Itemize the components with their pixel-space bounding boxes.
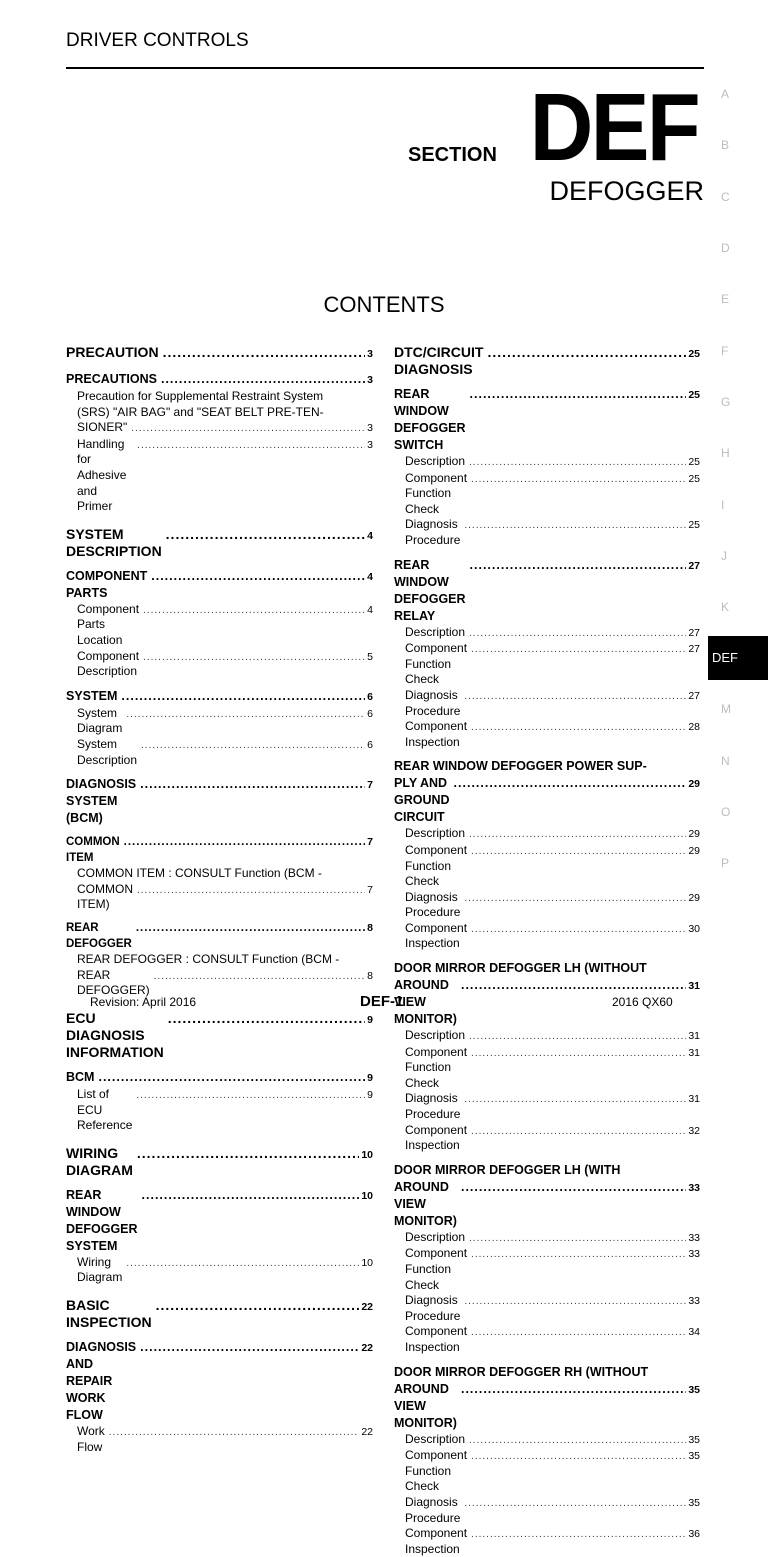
- toc-item[interactable]: [394, 719, 700, 750]
- dot-leader: [163, 344, 366, 361]
- dot-leader: [461, 977, 686, 994]
- toc-page-number: 29: [688, 844, 700, 857]
- toc-entry-text: DOOR MIRROR DEFOGGER LH (WITHOUT: [394, 961, 647, 976]
- dot-leader: [469, 455, 686, 471]
- toc-page-number: 36: [688, 1528, 700, 1541]
- toc-page-number: 32: [688, 1124, 700, 1137]
- dot-leader: [136, 1088, 365, 1104]
- dot-leader: [142, 1187, 360, 1204]
- toc-page-number: 3: [367, 438, 373, 451]
- toc-item[interactable]: [394, 1324, 700, 1355]
- dot-leader: [121, 688, 365, 705]
- toc-page-number: 9: [367, 1089, 373, 1102]
- toc-item[interactable]: [66, 737, 373, 768]
- toc-item[interactable]: [66, 1255, 373, 1286]
- dot-leader: [154, 969, 366, 985]
- toc-entry-text: WIRING DIAGRAM: [66, 1144, 133, 1178]
- dot-leader: [464, 891, 686, 907]
- dot-leader: [471, 642, 686, 658]
- toc-page-number: 35: [688, 1433, 700, 1446]
- toc-entry-text: REAR DEFOGGER: [66, 922, 132, 950]
- side-tab-m[interactable]: M: [721, 702, 731, 716]
- dot-leader: [161, 371, 365, 388]
- toc-entry-text: Component Inspection: [405, 1526, 468, 1556]
- toc-page-number: 29: [688, 778, 700, 791]
- toc-item[interactable]: [66, 437, 373, 515]
- dot-leader: [469, 1029, 686, 1045]
- side-tab-h[interactable]: H: [721, 446, 730, 460]
- toc-item[interactable]: [394, 454, 700, 471]
- toc-heading[interactable]: [66, 371, 373, 389]
- dot-leader: [464, 689, 686, 705]
- toc-page-number: 35: [688, 1383, 700, 1396]
- toc-entry-text: SYSTEM: [66, 688, 118, 703]
- dot-leader: [151, 568, 365, 585]
- toc-item[interactable]: [394, 1028, 700, 1045]
- side-tab-d[interactable]: D: [721, 241, 730, 255]
- dot-leader: [471, 922, 686, 938]
- toc-entry-text: PRECAUTIONS: [66, 372, 157, 386]
- dot-leader: [471, 1247, 686, 1263]
- dot-leader: [471, 1124, 686, 1140]
- toc-page-number: 25: [688, 456, 700, 468]
- toc-entry-text: List of ECU Reference: [77, 1087, 133, 1133]
- toc-item[interactable]: [394, 688, 700, 719]
- toc-item[interactable]: [394, 625, 700, 642]
- toc-page-number: 33: [688, 1248, 700, 1261]
- toc-entry-text: Precaution for Supplemental Restraint System: [77, 389, 324, 403]
- toc-entry-text: PLY AND GROUND CIRCUIT: [394, 776, 450, 825]
- toc-entry-text: Component Parts Location: [77, 601, 140, 647]
- toc-entry-text: PRECAUTION: [66, 344, 159, 360]
- toc-item[interactable]: [394, 826, 700, 843]
- side-tab-p[interactable]: P: [721, 856, 730, 870]
- toc-entry-text: Component Inspection: [405, 920, 468, 951]
- toc-item[interactable]: [394, 641, 700, 688]
- dot-leader: [137, 438, 365, 454]
- toc-entry-text: Description: [405, 1028, 466, 1043]
- toc-entry-text: Description: [405, 1431, 466, 1446]
- header-title: DRIVER CONTROLS: [66, 30, 249, 51]
- toc-page-number: 31: [688, 980, 700, 993]
- toc-item[interactable]: [394, 1091, 700, 1122]
- side-tab-j[interactable]: J: [721, 549, 727, 563]
- dot-leader: [469, 1231, 686, 1247]
- toc-page-number: 10: [361, 1189, 373, 1202]
- toc-heading[interactable]: [394, 557, 700, 625]
- toc-item[interactable]: [394, 471, 700, 518]
- toc-entry-text: Handling for Adhesive and Primer: [77, 436, 127, 514]
- toc-page-number: 8: [367, 922, 373, 935]
- toc-heading[interactable]: [394, 1162, 700, 1230]
- toc-entry-text: Diagnosis Procedure: [405, 1091, 461, 1122]
- toc-page-number: 8: [367, 969, 373, 982]
- toc-left-column: [66, 340, 373, 1455]
- dot-leader: [471, 1449, 686, 1465]
- toc-entry-text: Diagnosis Procedure: [405, 1293, 461, 1323]
- toc-entry-text: ECU DIAGNOSIS INFORMATION: [66, 1010, 164, 1061]
- toc-page-number: 33: [688, 1295, 700, 1308]
- side-tab-n[interactable]: N: [721, 754, 730, 768]
- toc-page-number: 4: [367, 529, 373, 542]
- toc-entry-text: REAR DEFOGGER): [77, 967, 150, 998]
- toc-page-number: 6: [367, 690, 373, 703]
- toc-entry-text: DIAGNOSIS SYSTEM (BCM): [66, 777, 137, 826]
- toc-entry-text: AROUND VIEW MONITOR): [394, 1179, 457, 1228]
- dot-leader: [469, 827, 686, 843]
- toc-entry-text: Component Function Check: [405, 842, 468, 889]
- toc-page-number: 22: [361, 1426, 373, 1438]
- dot-leader: [166, 526, 365, 543]
- dot-leader: [168, 1010, 365, 1027]
- side-tab-i[interactable]: I: [721, 498, 725, 512]
- toc-heading[interactable]: [66, 344, 373, 363]
- toc-item[interactable]: [394, 843, 700, 890]
- dot-leader: [461, 1179, 686, 1196]
- toc-page-number: 10: [361, 1148, 373, 1161]
- toc-entry-text: DOOR MIRROR DEFOGGER RH (WITHOUT: [394, 1364, 649, 1379]
- toc-item[interactable]: [394, 517, 700, 548]
- toc-item[interactable]: [394, 890, 700, 921]
- toc-heading[interactable]: [66, 1010, 373, 1061]
- section-label: SECTION: [408, 144, 497, 166]
- toc-heading[interactable]: [66, 1339, 373, 1424]
- toc-page-number: 6: [367, 707, 373, 720]
- toc-entry-text: Component Inspection: [405, 1324, 468, 1354]
- side-tab-b[interactable]: B: [721, 138, 730, 152]
- dot-leader: [124, 835, 365, 851]
- dot-leader: [464, 1092, 686, 1108]
- toc-entry-text: Component Function Check: [405, 470, 468, 516]
- toc-entry-text: Diagnosis Procedure: [405, 889, 461, 920]
- toc-entry-text: REAR WINDOW DEFOGGER SYSTEM: [66, 1187, 138, 1253]
- toc-page-number: 34: [688, 1326, 700, 1339]
- toc-entry-text: System Diagram: [77, 705, 123, 736]
- toc-item[interactable]: [394, 1432, 700, 1449]
- dot-leader: [471, 1046, 686, 1062]
- toc-heading[interactable]: [66, 835, 373, 866]
- toc-entry-text: Diagnosis Procedure: [405, 517, 461, 547]
- dot-leader: [471, 472, 686, 488]
- toc-item[interactable]: [394, 1246, 700, 1293]
- toc-entry-text: Component Function Check: [405, 1044, 468, 1090]
- dot-leader: [461, 1381, 686, 1398]
- toc-page-number: 30: [688, 922, 700, 935]
- toc-page-number: 27: [688, 643, 700, 656]
- toc-entry-text: Component Inspection: [405, 719, 468, 749]
- dot-leader: [470, 557, 687, 574]
- toc-entry-text: Description: [405, 1229, 466, 1244]
- toc-page-number: 9: [367, 1072, 373, 1085]
- toc-heading[interactable]: [394, 758, 700, 826]
- dot-leader: [140, 1339, 359, 1356]
- toc-page-number: 4: [367, 570, 373, 583]
- side-tab-k[interactable]: K: [721, 600, 730, 614]
- dot-leader: [136, 921, 365, 937]
- toc-entry-text: COMMON ITEM: [66, 836, 120, 864]
- side-tab-f[interactable]: F: [721, 344, 729, 358]
- dot-leader: [98, 1069, 365, 1086]
- toc-page-number: 31: [688, 1093, 700, 1106]
- toc-page-number: 31: [688, 1030, 700, 1043]
- side-tab-g[interactable]: G: [721, 395, 731, 409]
- dot-leader: [464, 1294, 686, 1310]
- dot-leader: [471, 1527, 686, 1543]
- toc-entry-text: REAR WINDOW DEFOGGER RELAY: [394, 557, 466, 623]
- dot-leader: [464, 518, 686, 534]
- toc-heading[interactable]: [394, 1364, 700, 1432]
- toc-entry-text: SYSTEM DESCRIPTION: [66, 525, 162, 559]
- toc-heading[interactable]: [66, 1145, 373, 1179]
- toc-page-number: 4: [367, 603, 373, 616]
- toc-entry-text: Component Description: [77, 648, 140, 679]
- toc-entry-text: Component Function Check: [405, 641, 468, 687]
- toc-page-number: 35: [688, 1450, 700, 1463]
- footer-revision: Revision: April 2016: [90, 995, 197, 1009]
- toc-item[interactable]: [66, 389, 373, 437]
- toc-page-number: 29: [688, 828, 700, 841]
- toc-entry-text: SIONER": [77, 420, 128, 435]
- dot-leader: [470, 386, 687, 403]
- toc-entry-text: COMMON ITEM): [77, 881, 133, 912]
- toc-entry-text: Wiring Diagram: [77, 1254, 123, 1285]
- dot-leader: [469, 626, 686, 642]
- toc-page-number: 7: [367, 883, 373, 896]
- toc-heading[interactable]: [66, 1069, 373, 1087]
- toc-right-column: [394, 340, 700, 1557]
- toc-entry-text: Description: [405, 826, 466, 841]
- toc-page-number: 33: [688, 1231, 700, 1244]
- toc-entry-text: Diagnosis Procedure: [405, 687, 461, 718]
- dot-leader: [487, 344, 686, 361]
- dot-leader: [131, 421, 365, 437]
- toc-entry-text: REAR WINDOW DEFOGGER POWER SUP-: [394, 759, 647, 774]
- toc-page-number: 3: [367, 374, 373, 386]
- toc-page-number: 27: [688, 626, 700, 639]
- toc-page-number: 10: [361, 1256, 373, 1269]
- toc-page-number: 27: [688, 689, 700, 702]
- toc-item[interactable]: [66, 866, 373, 913]
- toc-heading[interactable]: [394, 344, 700, 378]
- toc-page-number: 27: [688, 559, 700, 572]
- toc-entry-text: BASIC INSPECTION: [66, 1297, 152, 1330]
- toc-page-number: 22: [361, 1301, 373, 1313]
- toc-page-number: 7: [367, 836, 373, 849]
- toc-heading[interactable]: [66, 526, 373, 560]
- toc-entry-text: Component Inspection: [405, 1122, 468, 1153]
- toc-item[interactable]: [66, 649, 373, 680]
- toc-entry-text: Component Function Check: [405, 1246, 468, 1292]
- toc-entry-text: (SRS) "AIR BAG" and "SEAT BELT PRE-TEN-: [77, 404, 324, 419]
- side-tab-a[interactable]: A: [721, 87, 730, 101]
- toc-entry-text: Description: [405, 624, 466, 639]
- toc-item[interactable]: [394, 1495, 700, 1526]
- dot-leader: [156, 1297, 360, 1314]
- toc-entry-text: Work Flow: [77, 1424, 105, 1454]
- toc-page-number: 22: [361, 1342, 373, 1354]
- toc-page-number: 6: [367, 738, 373, 751]
- dot-leader: [137, 883, 365, 899]
- toc-page-number: 25: [688, 519, 700, 532]
- toc-heading[interactable]: [66, 776, 373, 827]
- toc-page-number: 3: [367, 422, 373, 435]
- dot-leader: [471, 844, 686, 860]
- footer-page-id: DEF-1: [360, 993, 404, 1010]
- toc-item[interactable]: [394, 1526, 700, 1557]
- toc-entry-text: DIAGNOSIS AND REPAIR WORK FLOW: [66, 1340, 137, 1422]
- toc-item[interactable]: [66, 706, 373, 737]
- dot-leader: [454, 775, 687, 792]
- toc-page-number: 28: [688, 721, 700, 734]
- toc-item[interactable]: [394, 1230, 700, 1247]
- dot-leader: [109, 1425, 360, 1441]
- toc-page-number: 35: [688, 1496, 700, 1509]
- toc-page-number: 9: [367, 1014, 373, 1027]
- side-tab-o[interactable]: O: [721, 805, 731, 819]
- toc-heading[interactable]: [66, 921, 373, 952]
- toc-item[interactable]: [394, 921, 700, 952]
- dot-leader: [464, 1496, 686, 1512]
- toc-page-number: 25: [688, 389, 700, 401]
- toc-heading[interactable]: [66, 568, 373, 602]
- side-tab-def[interactable]: DEF: [708, 636, 768, 680]
- dot-leader: [126, 707, 365, 723]
- toc-entry-text: Component Function Check: [405, 1448, 468, 1494]
- toc-entry-text: AROUND VIEW MONITOR): [394, 978, 457, 1027]
- contents-title: CONTENTS: [323, 292, 445, 317]
- section-code: DEF: [529, 74, 698, 181]
- toc-page-number: 25: [688, 348, 700, 360]
- dot-leader: [137, 1145, 359, 1162]
- toc-item[interactable]: [66, 952, 373, 999]
- dot-leader: [126, 1256, 359, 1272]
- toc-heading[interactable]: [394, 386, 700, 454]
- toc-item[interactable]: [394, 1123, 700, 1154]
- toc-page-number: 33: [688, 1181, 700, 1194]
- toc-page-number: 29: [688, 891, 700, 904]
- toc-item[interactable]: [394, 1045, 700, 1092]
- dot-leader: [471, 720, 686, 736]
- toc-heading[interactable]: [66, 1297, 373, 1331]
- toc-entry-text: DOOR MIRROR DEFOGGER LH (WITH: [394, 1162, 621, 1177]
- toc-heading[interactable]: [66, 1187, 373, 1255]
- header-rule: [66, 67, 704, 69]
- dot-leader: [469, 1433, 686, 1449]
- toc-page-number: 5: [367, 650, 373, 663]
- toc-page-number: 25: [688, 472, 700, 485]
- toc-item[interactable]: [66, 1087, 373, 1134]
- toc-entry-text: COMPONENT PARTS: [66, 568, 148, 600]
- toc-page-number: 31: [688, 1046, 700, 1059]
- dot-leader: [141, 738, 365, 754]
- section-name: DEFOGGER: [549, 176, 704, 206]
- toc-entry-text: System Description: [77, 736, 138, 767]
- toc-entry-text: Diagnosis Procedure: [405, 1494, 461, 1525]
- toc-entry-text: Description: [405, 454, 466, 468]
- toc-page-number: 7: [367, 779, 373, 792]
- toc-entry-text: BCM: [66, 1070, 95, 1085]
- toc-entry-text: AROUND VIEW MONITOR): [394, 1381, 457, 1430]
- toc-item[interactable]: [66, 1424, 373, 1455]
- dot-leader: [471, 1325, 686, 1341]
- toc-heading[interactable]: [66, 688, 373, 706]
- dot-leader: [143, 603, 365, 619]
- toc-item[interactable]: [66, 602, 373, 649]
- toc-entry-text: DTC/CIRCUIT DIAGNOSIS: [394, 344, 484, 377]
- toc-item[interactable]: [394, 1293, 700, 1324]
- toc-entry-text: REAR WINDOW DEFOGGER SWITCH: [394, 387, 466, 452]
- toc-entry-text: COMMON ITEM : CONSULT Function (BCM -: [77, 866, 322, 881]
- dot-leader: [143, 650, 365, 666]
- toc-page-number: 3: [367, 348, 373, 360]
- side-tab-c[interactable]: C: [721, 190, 730, 204]
- dot-leader: [140, 776, 365, 793]
- toc-entry-text: REAR DEFOGGER : CONSULT Function (BCM -: [77, 952, 340, 967]
- footer-model: 2016 QX60: [612, 995, 673, 1009]
- side-tab-e[interactable]: E: [721, 292, 730, 306]
- toc-item[interactable]: [394, 1448, 700, 1495]
